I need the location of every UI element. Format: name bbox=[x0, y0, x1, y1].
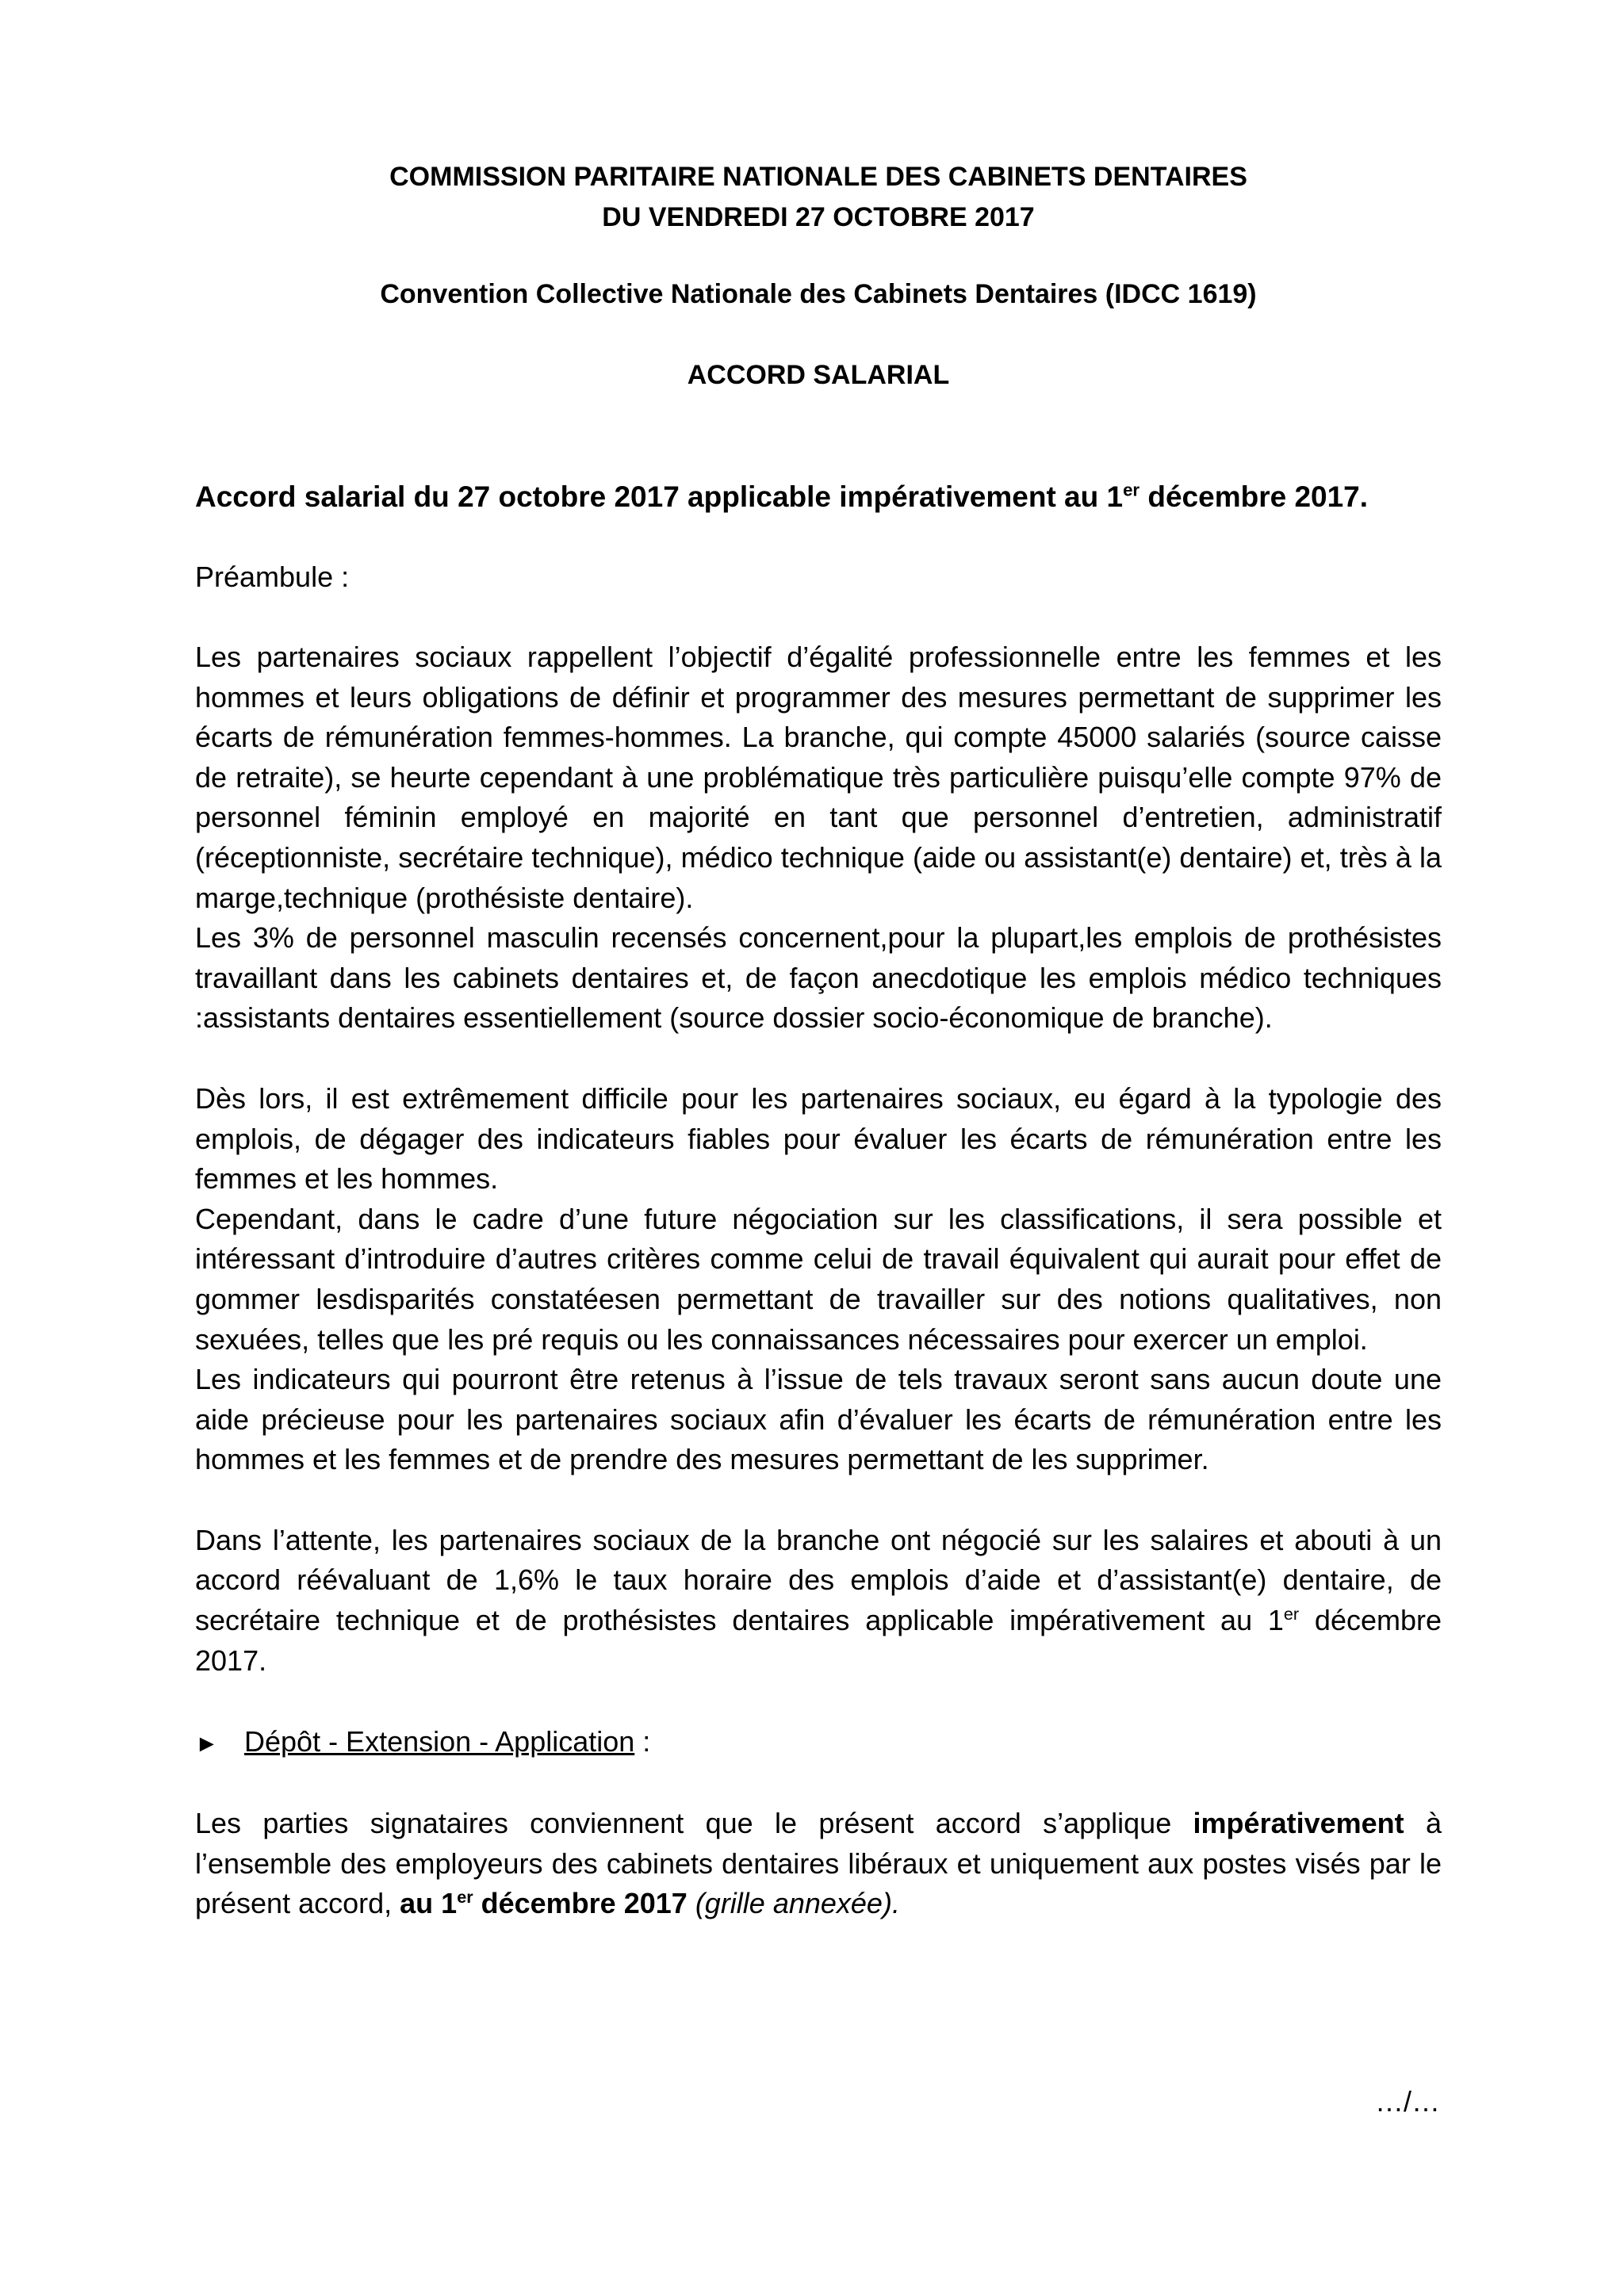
paragraph-2a: Dès lors, il est extrêmement difficile pour les partenaires sociaux, eu égard à la typologie des emplois, de dégager des indicateurs fiables pour évaluer les écarts de rémunération entre les femmes et les hommes. bbox=[195, 1081, 1442, 1196]
final-sup: er bbox=[457, 1887, 473, 1908]
accord-title-end: décembre 2017. bbox=[1139, 480, 1369, 513]
depot-section-heading bbox=[195, 1721, 1442, 1764]
depot-suffix: : bbox=[634, 1725, 651, 1758]
final-bold-2: au 1 bbox=[400, 1887, 458, 1920]
final-bold-1: impérativement bbox=[1193, 1807, 1404, 1840]
paragraph-1b: Les 3% de personnel masculin recensés concernent,pour la plupart,les emplois de prothésistes travaillant dans les cabinets dentaires et, de façon anecdotique les emplois médico techniques :assistants dentaires essentiellement (source dossier socio-économique de branche). bbox=[195, 921, 1442, 1035]
final-section bbox=[195, 1804, 1442, 1924]
paragraph-3 bbox=[195, 1521, 1442, 1681]
header-commission: COMMISSION PARITAIRE NATIONALE DES CABINETS DENTAIRES bbox=[389, 162, 1247, 192]
triangle-bullet-icon: ► bbox=[195, 1731, 219, 1758]
depot-label: Dépôt - Extension - Application bbox=[244, 1725, 635, 1758]
paragraph-2c: Les indicateurs qui pourront être retenus à l’issue de tels travaux seront sans aucun doute une aide précieuse pour les partenaires sociaux afin d’évaluer les écarts de rémunération entre les hommes et les femmes et de prendre des mesures permettant de les supprimer. bbox=[195, 1363, 1442, 1476]
header-accord: ACCORD SALARIAL bbox=[687, 360, 950, 390]
final-text-2: à l’ensemble des employeurs des cabinets dentaires libéraux et uniquement aux postes visés par le présent accord, bbox=[195, 1807, 1442, 1920]
header-convention: Convention Collective Nationale des Cabinets Dentaires (IDCC 1619) bbox=[380, 279, 1257, 309]
final-bold-3: décembre 2017 bbox=[473, 1887, 688, 1920]
paragraph-3-end: décembre 2017. bbox=[195, 1604, 1442, 1677]
paragraph-1a: Les partenaires sociaux rappellent l’objectif d’égalité professionnelle entre les femmes et les hommes et leurs obligations de définir et programmer des mesures permettant de supprimer les écarts de rémunération femmes-hommes. La branche, qui compte 45000 salariés (source caisse de retraite), se heurte cependant à une problématique très particulière puisqu’elle compte 97% de personnel féminin employé en majorité en tant que personnel d’entretien, administratif (réceptionniste, secrétaire technique), médico technique (aide ou assistant(e) dentaire) et, très à la marge,technique (prothésiste dentaire). bbox=[195, 641, 1442, 914]
paragraph-3-sup: er bbox=[1283, 1604, 1300, 1624]
preambule-label: Préambule : bbox=[195, 561, 350, 593]
document-body bbox=[195, 637, 1442, 1681]
document-header bbox=[195, 157, 1442, 396]
accord-title-sup: er bbox=[1123, 480, 1140, 500]
final-italic: (grille annexée). bbox=[695, 1887, 900, 1920]
final-paragraph bbox=[195, 1804, 1442, 1924]
final-text-1: Les parties signataires conviennent que le présent accord s’applique bbox=[195, 1807, 1193, 1840]
paragraph-3-text: Dans l’attente, les partenaires sociaux de la branche ont négocié sur les salaires et abouti à un accord réévaluant de 1,6% le taux horaire des emplois d’aide et d’assistant(e) dentaire, de secrétaire technique et de prothésistes dentaires applicable impérativement au 1 bbox=[195, 1523, 1442, 1637]
paragraph-2b: Cependant, dans le cadre d’une future négociation sur les classifications, il sera possible et intéressant d’introduire d’autres critères comme celui de travail équivalent qui aurait pour effet de gommer lesdisparités constatéesen permettant de travailler sur des notions qualitatives, non sexuées, telles que les pré requis ou les connaissances nécessaires pour exercer un emploi. bbox=[195, 1202, 1442, 1356]
accord-title-text: Accord salarial du 27 octobre 2017 applicable impérativement au 1 bbox=[195, 480, 1124, 513]
header-date: DU VENDREDI 27 OCTOBRE 2017 bbox=[602, 202, 1035, 232]
final-text-3 bbox=[688, 1887, 695, 1919]
continuation-mark: …/… bbox=[1374, 2085, 1440, 2118]
accord-title bbox=[195, 476, 1442, 517]
